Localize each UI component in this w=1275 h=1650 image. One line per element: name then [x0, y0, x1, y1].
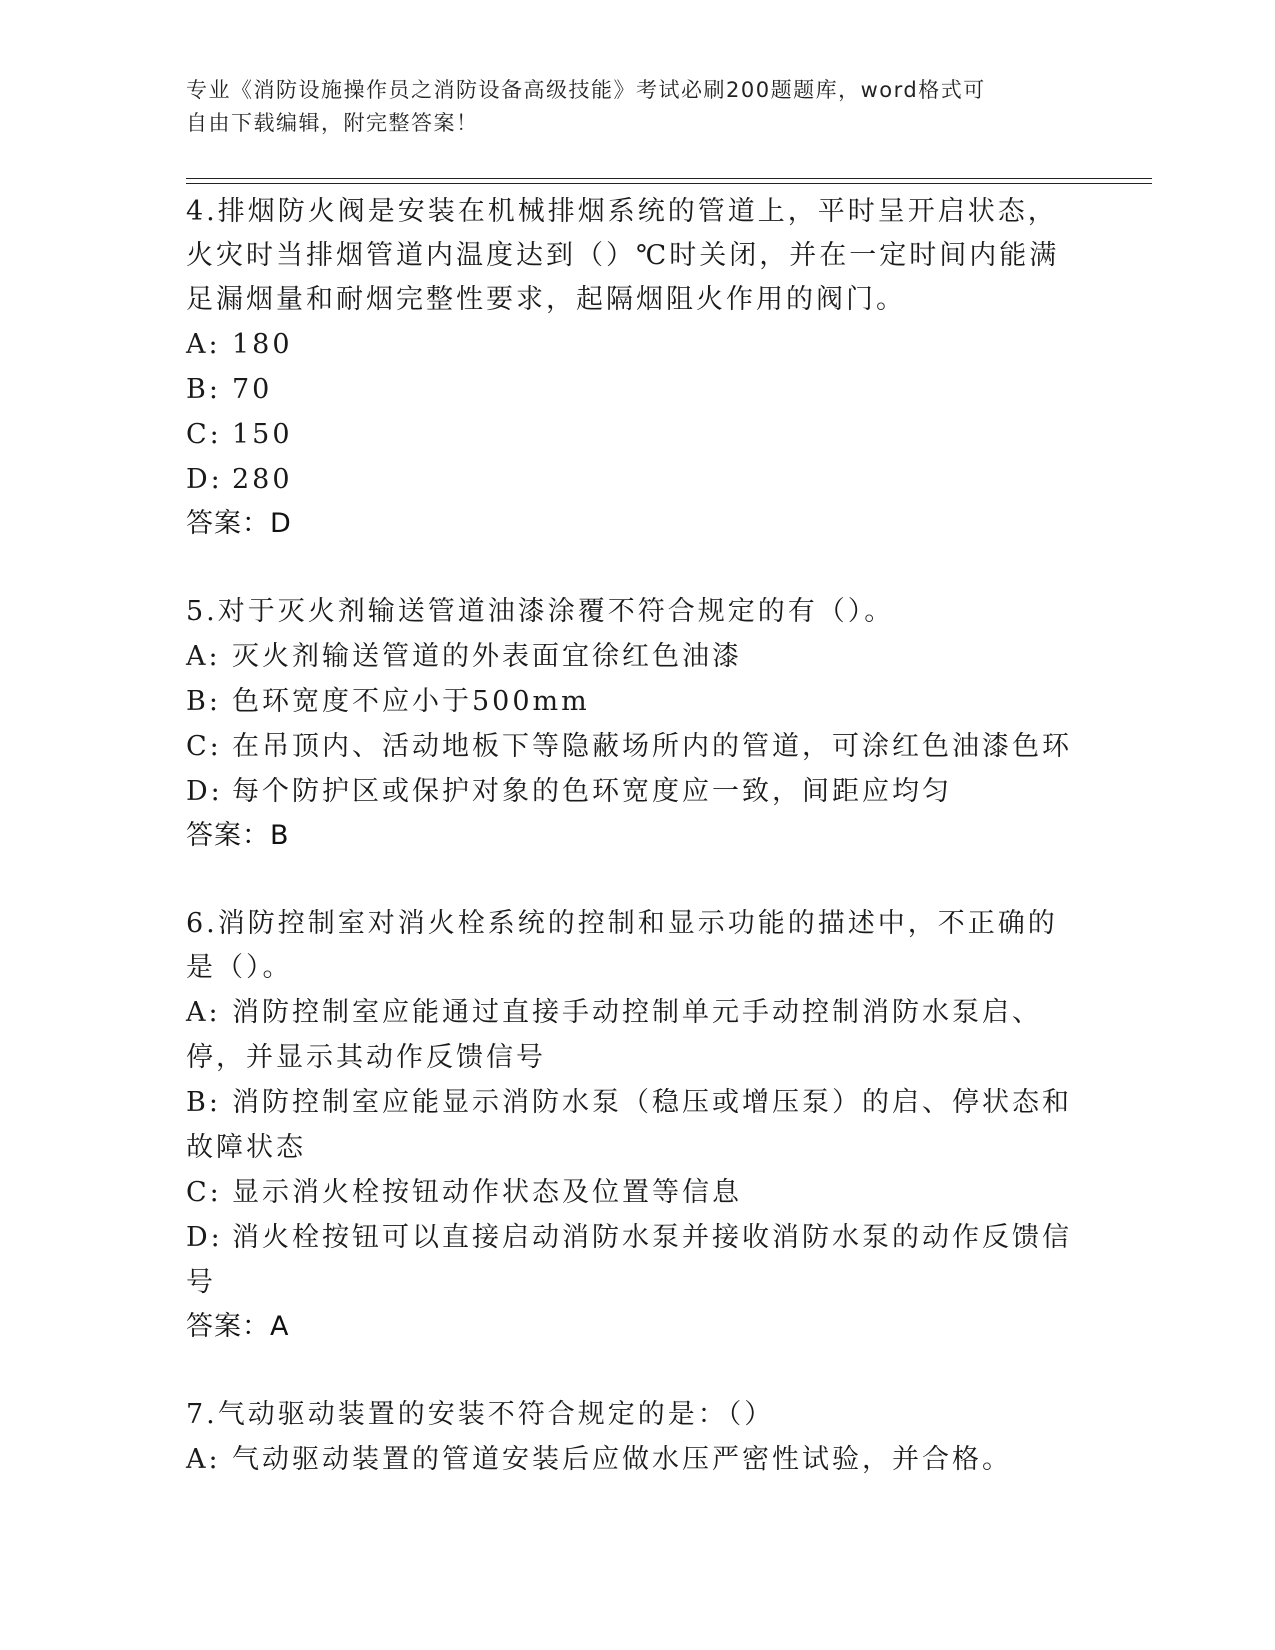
option-text: 气动驱动装置的管道安装后应做水压严密性试验，并合格。	[232, 1444, 1012, 1475]
question-list	[186, 190, 1086, 1526]
option-letter: D:	[186, 464, 223, 495]
answer-label: 答案：B	[186, 820, 290, 851]
answer-label: 答案：A	[186, 1311, 290, 1342]
option-text: 消防控制室应能显示消防水泵（稳压或增压泵）的启、停状态和故障状态	[186, 1087, 1072, 1163]
header-line-2: 自由下载编辑，附完整答案！	[186, 111, 479, 135]
option-text: 灭火剂输送管道的外表面宜徐红色油漆	[232, 641, 742, 672]
option-text: 显示消火栓按钮动作状态及位置等信息	[232, 1177, 742, 1208]
document-header	[186, 74, 1086, 140]
option-text: 每个防护区或保护对象的色环宽度应一致，间距应均匀	[232, 776, 952, 807]
option-a	[186, 322, 1086, 367]
option-text: 消防控制室应能通过直接手动控制单元手动控制消防水泵启、停，并显示其动作反馈信号	[186, 997, 1042, 1073]
option-text: 在吊顶内、活动地板下等隐蔽场所内的管道，可涂红色油漆色环	[232, 731, 1072, 762]
option-text: 色环宽度不应小于500mm	[232, 686, 590, 717]
question-4	[186, 190, 1086, 546]
option-a	[186, 1437, 1086, 1482]
question-text: 6.消防控制室对消火栓系统的控制和显示功能的描述中，不正确的是（）。	[186, 908, 1058, 983]
option-letter: B:	[186, 374, 221, 405]
option-c	[186, 1170, 1086, 1215]
option-letter: B:	[186, 686, 221, 717]
option-letter: B:	[186, 1087, 221, 1118]
option-text: 280	[232, 464, 293, 495]
question-text: 7.气动驱动装置的安装不符合规定的是：（）	[186, 1399, 775, 1430]
header-divider-bottom	[186, 183, 1152, 184]
question-5	[186, 590, 1086, 858]
option-a	[186, 634, 1086, 679]
question-text: 5.对于灭火剂输送管道油漆涂覆不符合规定的有（）。	[186, 596, 895, 627]
option-c	[186, 412, 1086, 457]
option-d	[186, 769, 1086, 814]
question-text: 4.排烟防火阀是安装在机械排烟系统的管道上，平时呈开启状态，火灾时当排烟管道内温度达到（）℃时关闭，并在一定时间内能满足漏烟量和耐烟完整性要求，起隔烟阻火作用的阀门。	[186, 196, 1060, 315]
option-b	[186, 1080, 1086, 1170]
option-text: 70	[232, 374, 273, 405]
header-divider-top	[186, 178, 1152, 179]
answer-label: 答案：D	[186, 508, 292, 539]
option-b	[186, 679, 1086, 724]
option-letter: C:	[186, 1177, 222, 1208]
option-letter: A:	[186, 1444, 221, 1475]
option-letter: A:	[186, 329, 221, 360]
option-text: 180	[232, 329, 293, 360]
question-7	[186, 1393, 1086, 1482]
option-letter: D:	[186, 1222, 223, 1253]
option-text: 消火栓按钮可以直接启动消防水泵并接收消防水泵的动作反馈信号	[186, 1222, 1072, 1298]
option-c	[186, 724, 1086, 769]
option-a	[186, 990, 1086, 1080]
header-line-1: 专业《消防设施操作员之消防设备高级技能》考试必刷200题题库，word格式可	[186, 78, 986, 102]
option-d	[186, 457, 1086, 502]
option-letter: C:	[186, 731, 222, 762]
option-text: 150	[232, 419, 293, 450]
option-letter: D:	[186, 776, 223, 807]
option-b	[186, 367, 1086, 412]
question-6	[186, 902, 1086, 1349]
option-d	[186, 1215, 1086, 1305]
option-letter: A:	[186, 641, 221, 672]
option-letter: C:	[186, 419, 222, 450]
option-letter: A:	[186, 997, 221, 1028]
